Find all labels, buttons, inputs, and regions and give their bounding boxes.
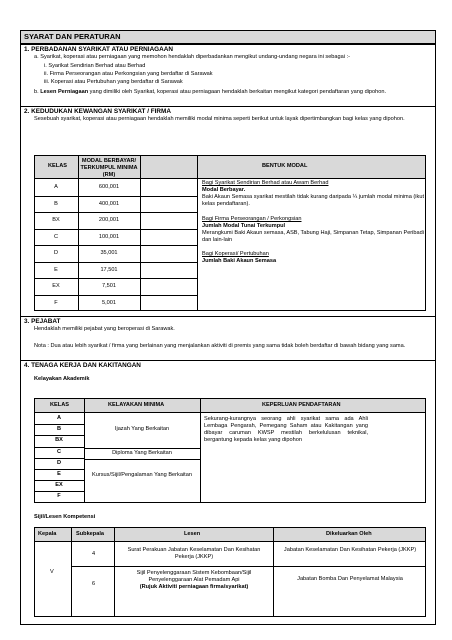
modal-cell: 35,001: [100, 250, 118, 256]
section-3-text: Hendaklah memiliki pejabat yang beroperasi di Sarawak.: [34, 326, 175, 332]
section-4-heading: 4. TENAGA KERJA DAN KAKITANGAN: [24, 362, 141, 369]
sijil-subheading: Sijil/Lesen Kompetensi: [34, 514, 96, 520]
lesen-value: Sijil Penyelenggaraan Sistem Kebombaan/Sijil Penyelenggaraan Alat Pemadam Api (Rujuk Aktiviti perniagaan firma/syarikat): [136, 570, 252, 590]
kelas-cell: A: [56, 415, 62, 421]
section-2-heading: 2. KEDUDUKAN KEWANGAN SYARIKAT / FIRMA: [24, 108, 171, 115]
divider: [21, 316, 435, 317]
col-bentuk-header: BENTUK MODAL: [262, 163, 308, 169]
divider: [21, 106, 435, 107]
subkepala-value: 4: [92, 551, 96, 557]
divider: [21, 44, 435, 45]
section-1-item: ii. Firma Perseorangan atau Perkongsian yang berdaftar di Sarawak: [44, 71, 213, 77]
kelas-cell: A: [54, 184, 58, 190]
section-3-note: Nota : Dua atau lebih syarikat / firma yang berlainan yang menjalankan aktiviti di premis yang sama tidak boleh berdaftar di bawah bidang yang sama.: [34, 343, 406, 349]
col-kepala-header: Kepala: [38, 531, 57, 537]
kelas-cell: C: [53, 233, 59, 240]
col-keperluan-header: KEPERLUAN PENDAFTARAN: [262, 402, 341, 408]
modal-cell: 200,001: [98, 217, 120, 223]
modal-cell: 17,501: [100, 266, 118, 273]
col-lesen-header: Lesen: [184, 531, 201, 537]
dikeluarkan-value: Jabatan Bomba Dan Penyelamat Malaysia: [297, 576, 403, 582]
kelas-cell: B: [54, 200, 58, 207]
divider: [21, 360, 435, 361]
kelas-cell: D: [56, 459, 62, 466]
section-3-heading: 3. PEJABAT: [24, 318, 61, 325]
section-1-a: a. Syarikat, koperasi atau perniagaan yang memohon hendaklah diperbadankan mengikut undang-undang negara ini sebagai :-: [34, 54, 350, 60]
keperluan-text: Sekurang-kurangnya seorang ahli syarikat sama ada Ahli Lembaga Pengarah, Pemegang Saham atau Kakitangan yang dibayar caruman KWSP mestilah berkelulusan teknikal, bergantung kepada kelas yang dipohon: [204, 416, 368, 443]
col-kelas-header: KELAS: [50, 402, 69, 408]
col-modal-header: MODAL BERBAYAR/ TERKUMPUL MINIMA (RM): [80, 158, 138, 178]
lesen-value: Surat Perakuan Jabatan Keselamatan Dan Kesihatan Pekerja (JKKP): [127, 547, 261, 560]
kelayakan-ijazah: Ijazah Yang Berkaitan: [114, 426, 170, 432]
modal-cell: 600,001: [98, 184, 120, 190]
modal-cell: 5,001: [102, 299, 116, 306]
kelayakan-diploma: Diploma Yang Berkaitan: [112, 450, 172, 456]
section-1-b: b. Lesen Perniagaan yang dimiliki oleh Syarikat, koperasi atau perniagaan hendaklah berkaitan mengikut kategori pendaftaran yang dipohon.: [34, 89, 387, 95]
page-title: SYARAT DAN PERATURAN: [24, 32, 121, 41]
subkepala-value: 6: [92, 581, 96, 587]
kelas-cell: C: [56, 448, 62, 455]
kelas-cell: E: [54, 266, 58, 273]
modal-cell: 400,001: [98, 200, 120, 207]
kelas-cell: BX: [52, 217, 60, 223]
kelayakan-kursus: Kursus/Sijil/Pengalaman Yang Berkaitan: [92, 472, 192, 478]
kelas-cell: F: [54, 299, 58, 306]
modal-cell: 7,501: [102, 283, 116, 289]
section-1-heading: 1. PERBADANAN SYARIKAT ATAU PERNIAGAAN: [24, 46, 174, 53]
kelas-cell: E: [57, 471, 61, 477]
kelas-cell: BX: [55, 437, 63, 444]
kelas-cell: B: [56, 426, 62, 433]
section-1-item: iii. Koperasi atau Pertubuhan yang berdaftar di Sarawak: [44, 79, 183, 85]
kelayakan-subheading: Kelayakan Akademik: [34, 376, 90, 382]
section-2-intro: Sesebuah syarikat, koperasi atau perniagaan hendaklah memiliki modal minima seperti berikut untuk layak dipertimbangkan bagi kelas yang dipohon.: [34, 116, 405, 122]
modal-cell: 100,001: [98, 233, 120, 240]
kelas-cell: EX: [55, 482, 63, 489]
kelas-cell: D: [53, 250, 59, 256]
kelas-cell: F: [57, 493, 61, 500]
kelas-cell: EX: [52, 283, 60, 289]
kepala-value: V: [50, 569, 54, 575]
dikeluarkan-value: Jabatan Keselamatan Dan Kesihatan Pekerja (JKKP): [283, 547, 417, 553]
col-subkepala-header: Subkepala: [76, 531, 104, 537]
col-kelas-header: KELAS: [48, 163, 67, 169]
col-kelayakan-header: KELAYAKAN MINIMA: [108, 402, 165, 408]
bentuk-modal-text: Bagi Syarikat Sendirian Berhad atau Awam Berhad Modal Berbayar. Baki Akaun Semasa syarikat mestilah tidak kurang daripada ¼ jumlah modal minima (ikut kelas pendaftaran). Bagi Firma Perseorangan / Perkongsian Jumlah Modal Tunai Terkumpul Merangkumi Baki Akaun semasa, ASB, Tabung Haji, Simpanan Tetap, Simpanan Peribadi dan lain-lain Bagi Koperasi/ Pertubuhan Jumlah Baki Akaun Semasa: [202, 180, 424, 264]
section-1-item: i. Syarikat Sendirian Berhad atau Berhad: [44, 63, 146, 69]
col-dikeluarkan-header: Dikeluarkan Oleh: [326, 531, 372, 537]
